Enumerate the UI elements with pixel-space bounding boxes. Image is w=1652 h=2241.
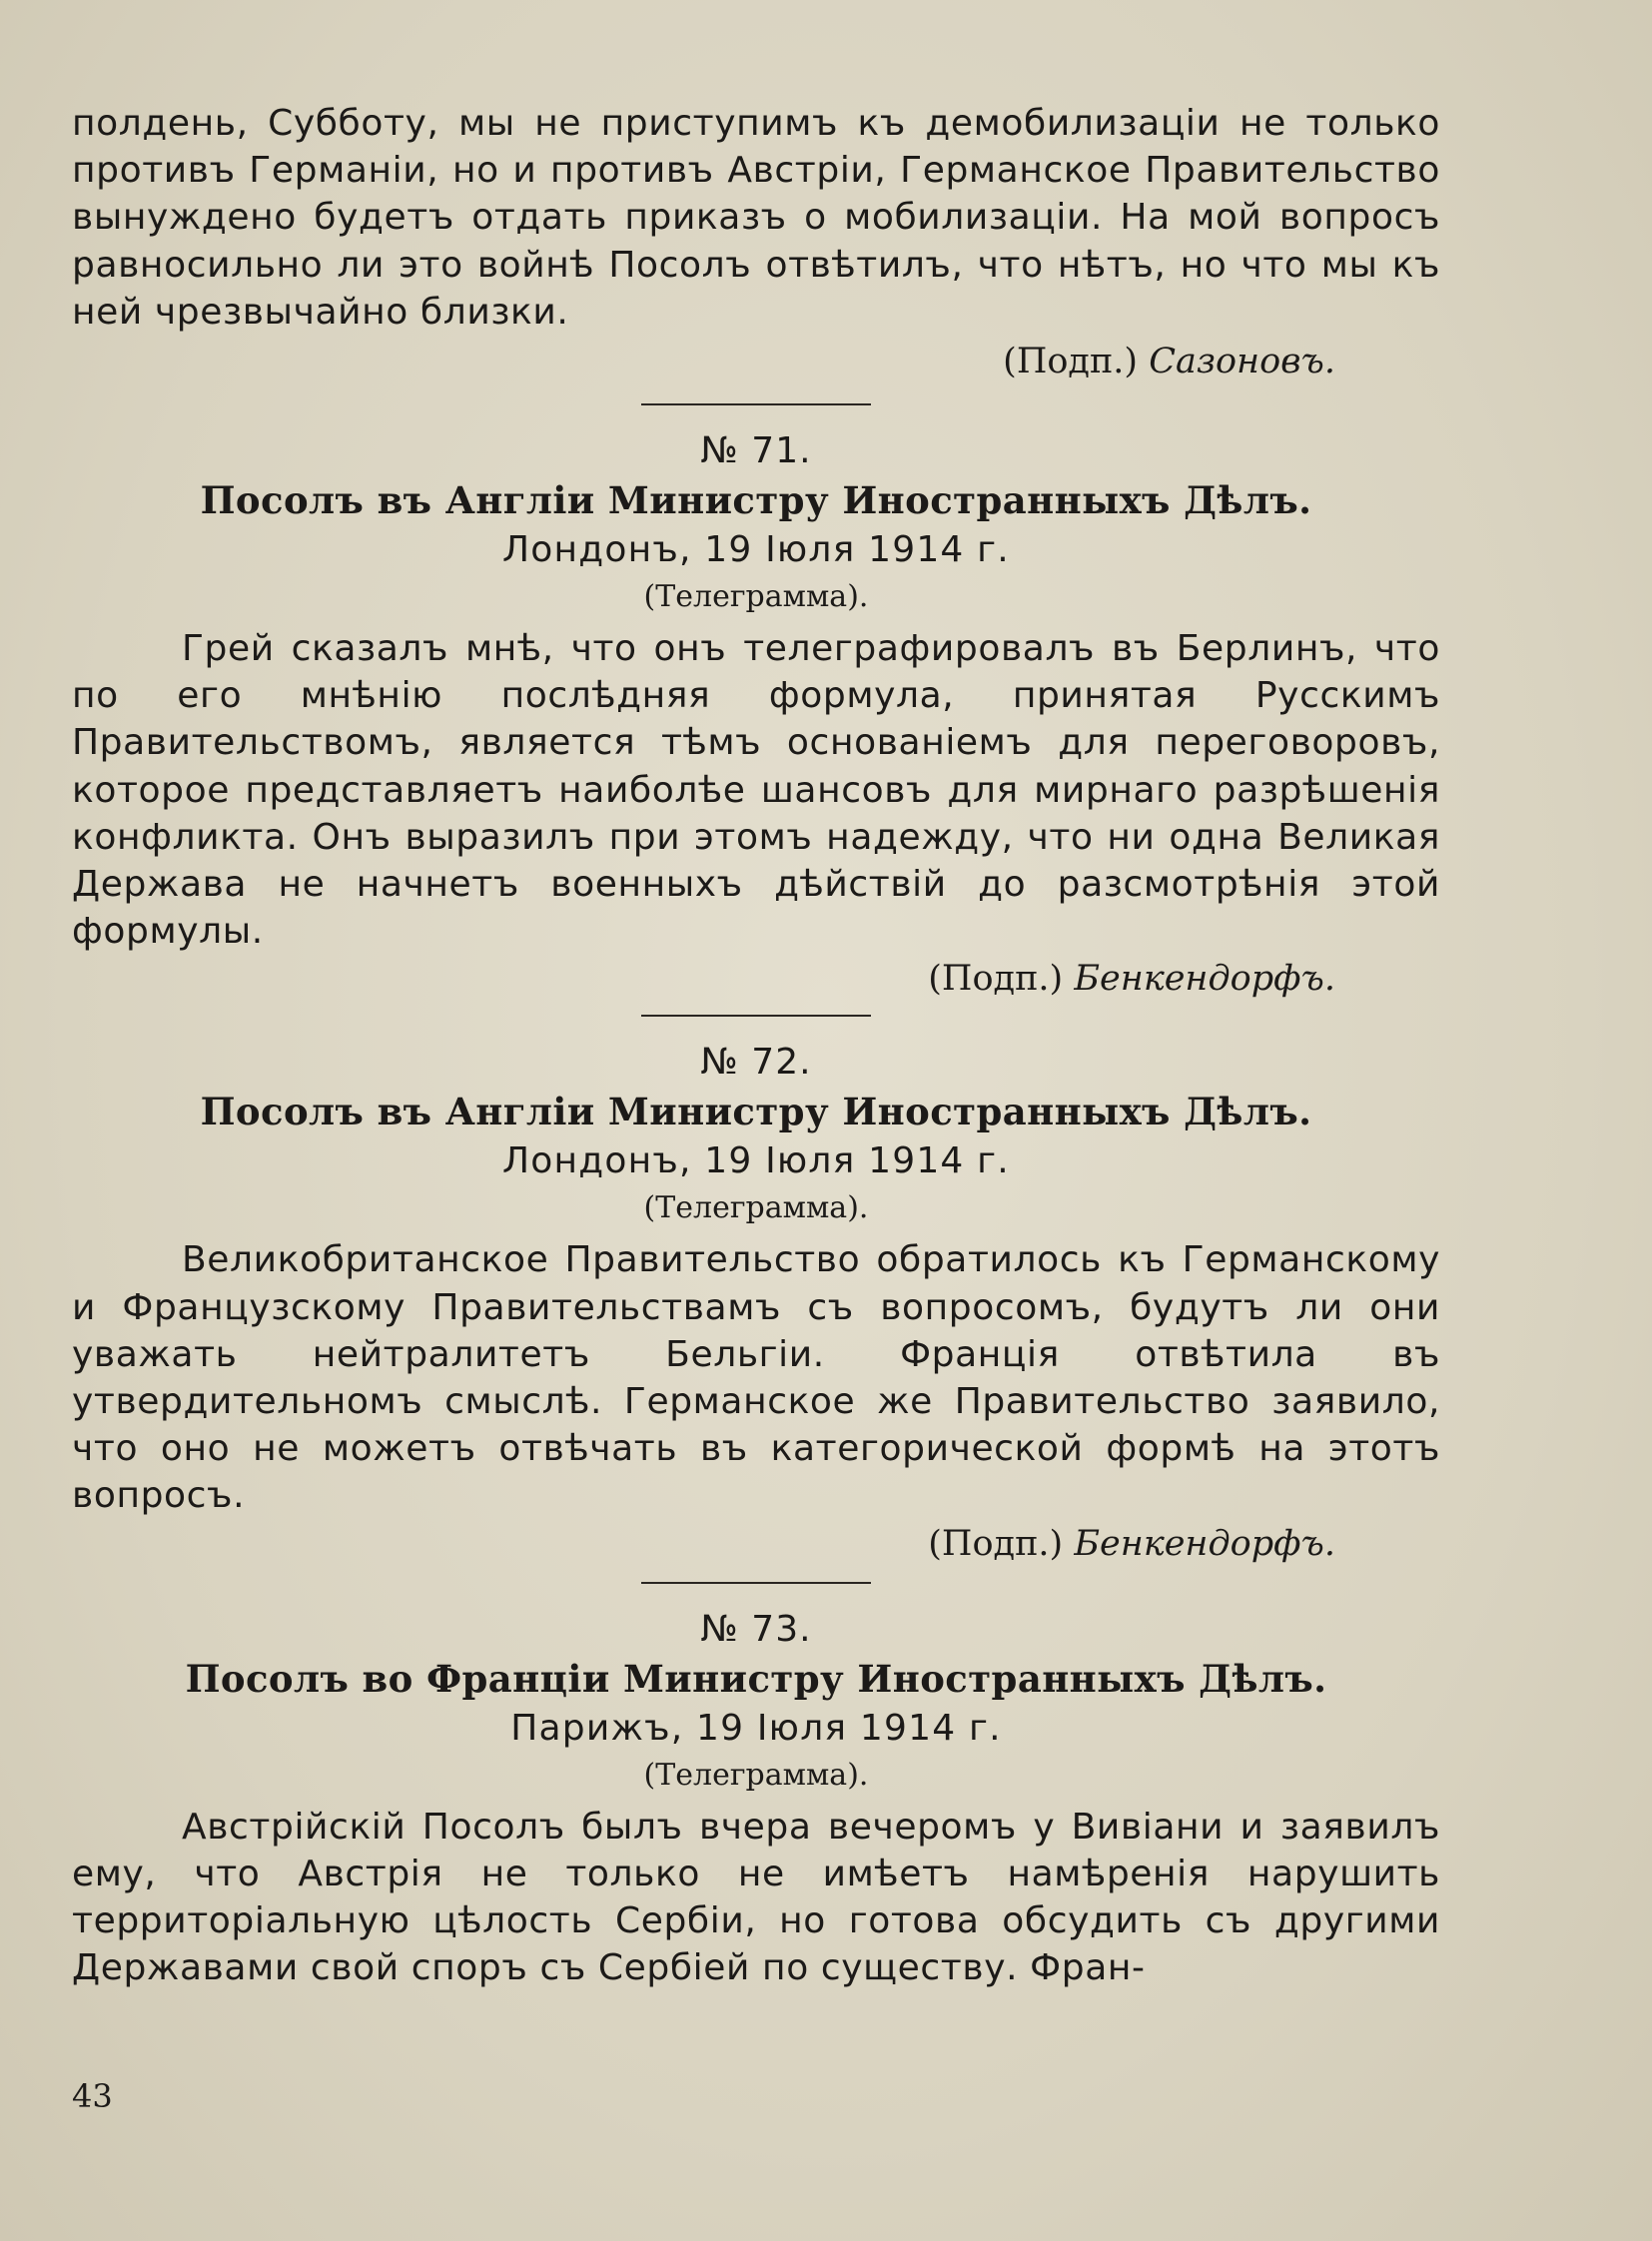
- separator-rule: [641, 1582, 871, 1584]
- entry-number: № 72.: [700, 1042, 812, 1084]
- entry-place-date: Лондонъ, 19 Іюля 1914 г.: [502, 529, 1010, 571]
- entry-body: Австрійскій Посолъ былъ вчера вечеромъ у Вивіани и заявилъ ему, что Австрія не только не имѣетъ намѣренія нарушить территоріальную цѣлость Сербіи, но готова обсудить съ другими Державами свой споръ съ Сербіей по существу. Фран-: [72, 1806, 1440, 1989]
- signature-prefix: (Подп.): [928, 1523, 1064, 1564]
- signature-sazonov: [72, 338, 1440, 385]
- signature-benckendorff: [72, 1520, 1440, 1568]
- entry-type: (Телеграмма).: [643, 579, 869, 615]
- signature-name: Бенкендорфъ.: [1074, 959, 1335, 1000]
- entry-number: № 73.: [700, 1608, 812, 1650]
- entry-body: Грей сказалъ мнѣ, что онъ телеграфировалъ въ Берлинъ, что по его мнѣнію послѣдняя формула, принятая Русскимъ Правительствомъ, является тѣмъ основаніемъ для переговоровъ, которое представляетъ наиболѣе шансовъ для мирнаго разрѣшенія конфликта. Онъ выразилъ при этомъ надежду, что ни одна Великая Держава не начнетъ военныхъ дѣйствій до разсмотрѣнія этой формулы.: [72, 628, 1440, 953]
- signature-benckendorff: [72, 955, 1440, 1003]
- separator-rule: [641, 403, 871, 405]
- text-column: [72, 100, 1440, 1991]
- entry-heading: Посолъ въ Англіи Министру Иностранныхъ Дѣлъ.: [200, 478, 1312, 523]
- entry-heading: Посолъ во Франціи Министру Иностранныхъ Дѣлъ.: [185, 1656, 1327, 1701]
- signature-prefix: (Подп.): [928, 959, 1064, 1000]
- entry-heading: Посолъ въ Англіи Министру Иностранныхъ Дѣлъ.: [200, 1090, 1312, 1134]
- page-number: 43: [72, 2077, 113, 2115]
- signature-name: Сазоновъ.: [1149, 342, 1335, 382]
- continued-paragraph: полдень, Субботу, мы не приступимъ къ демобилизаціи не только противъ Германіи, но и противъ Австріи, Германское Правительство вынуждено будетъ отдать приказъ о мобилизаціи. На мой вопросъ равносильно ли это войнѣ Посолъ отвѣтилъ, что нѣтъ, но что мы къ ней чрезвычайно близки.: [72, 103, 1440, 333]
- entry-type: (Телеграмма).: [643, 1190, 869, 1226]
- entry-number: № 71.: [700, 430, 812, 472]
- entry-place-date: Парижъ, 19 Іюля 1914 г.: [510, 1707, 1002, 1749]
- entry-place-date: Лондонъ, 19 Іюля 1914 г.: [502, 1140, 1010, 1182]
- signature-name: Бенкендорфъ.: [1074, 1523, 1335, 1564]
- entry-body: Великобританское Правительство обратилось къ Германскому и Французскому Правительствамъ съ вопросомъ, будутъ ли они уважать нейтралитетъ Бельгіи. Франція отвѣтила въ утвердительномъ смыслѣ. Германское же Правительство заявило, что оно не можетъ отвѣчать въ категорической формѣ на этотъ вопросъ.: [72, 1239, 1440, 1517]
- separator-rule: [641, 1015, 871, 1017]
- signature-prefix: (Подп.): [1003, 342, 1139, 382]
- entry-type: (Телеграмма).: [643, 1757, 869, 1793]
